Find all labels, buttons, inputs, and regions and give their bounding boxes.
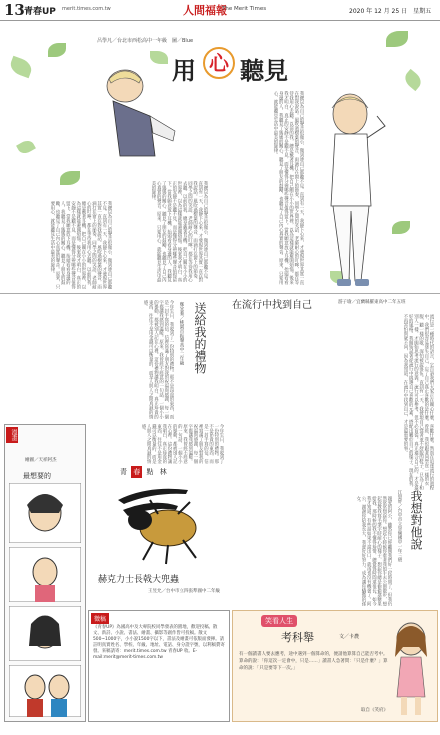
boy-standing-illustration (305, 86, 400, 291)
essay-4-byline-text: 江思妤／台中市立崇倫國中一年三班 (397, 490, 402, 562)
comic-panel-2 (9, 547, 81, 602)
girl-illustration (389, 617, 433, 717)
insect-byline: 王昱允／台中市立四張犁國中二年級 (148, 589, 220, 594)
website-url[interactable]: merit.times.com.tw (62, 6, 111, 12)
feature-3-title-text: 送給我的禮物 (193, 302, 207, 374)
comic-tag: 漫畫 (6, 427, 18, 443)
feature-3-title (192, 302, 209, 374)
newspaper-logo: 人間福報 (183, 4, 227, 17)
heart-icon (203, 47, 235, 79)
leaf-icon (60, 171, 80, 185)
feature-1-byline: 呂學凡／台北市西松高中一年級 圖／Blue (97, 38, 194, 44)
insect-tag: 點 (146, 468, 154, 476)
comic-panel-4 (9, 665, 81, 717)
issue-date: 2020 年 12 月 25 日 星期五 (349, 8, 432, 15)
feature-1-body-left: 我總以為自己的聲音很微小，微到連自己都聽不見。直到有一天，我靜下心來，才發現世界其實一直在對我說話。風吹過樹葉的聲音，雨滴打在窗上的節奏，同學之間的笑語，老師耐心的叮嚀，都在等待我用心去聽。以前的我，總是戴著耳機，把自己關在小小的世界裡，以為這樣就能避開煩惱。後來我才明白，真正的安靜不是聽不見，而是懂得分辨哪些聲音值得留下。當我願意放下耳機，抬頭看看身邊的人，我聽見了媽媽的關心，聽見了朋友的鼓勵，也聽見了自己內心真實的聲音。原來，只要用心，就能聽見生活中最美的旋律。 (49, 201, 112, 289)
humor-author: 文／卡農 (339, 634, 360, 640)
insect-tag: 青 (120, 468, 127, 476)
feature-2-byline: 游子瑜／宜蘭縣羅東高中二年五班 (338, 300, 406, 305)
comic-author: 繪圖／天祥阿杰 (25, 458, 57, 463)
comic-panel-1 (9, 483, 81, 543)
insect-tags (118, 466, 169, 478)
humor-source: 取自《笑府》 (361, 708, 388, 713)
leaf-icon (402, 69, 425, 91)
feature-1-body: 我總以為自己的聲音很微小，微到連自己都聽不見。直到有一天，我靜下心來，才發現世界其實一直在對我說話。風吹過樹葉的聲音，雨滴打在窗上的節奏，同學之間的笑語，老師耐心的叮嚀，都在等待我用心去聽。以前的我，總是戴著耳機，把自己關在小小的世界裡，以為這樣就能避開煩惱。後來我才明白，真正的安靜不是聽不見，而是懂得分辨哪些聲音值得留下。當我願意放下耳機，抬頭看看身邊的人，我聽見了媽媽的關心，聽見了朋友的鼓勵，也聽見了自己內心真實的聲音。原來，只要用心，就能聽見生活中最美的旋律。 (272, 91, 304, 285)
divider (0, 293, 440, 294)
insect-feature (88, 466, 228, 606)
feature-2-title: 在流行中找到自己 (232, 300, 312, 311)
leaf-icon (48, 43, 66, 57)
feature-1-body-cont: 我總以為自己的聲音很微小，微到連自己都聽不見。直到有一天，我靜下心來，才發現世界其實一直在對我說話。風吹過樹葉的聲音，雨滴打在窗上的節奏，同學之間的笑語，老師耐心的叮嚀，都在等待我用心去聽。以前的我，總是戴著耳機，把自己關在小小的世界裡，以為這樣就能避開煩惱。後來我才明白，真正的安靜不是聽不見，而是懂得分辨哪些聲音值得留下。當我願意放下耳機，抬頭看看身邊的人，我聽見了媽媽的關心，聽見了朋友的鼓勵，也聽見了自己內心真實的聲音。原來，只要用心，就能聽見生活中最美的旋律。 (150, 181, 208, 283)
comic-panel-3 (9, 606, 81, 661)
feature-1 (0, 21, 440, 293)
comic-strip (4, 424, 86, 722)
essay-4-body: 親愛的阿公，雖然你已經離開我們好一段時間了，但我仍然常常想起你。想起小時候你牽著我的手去公園散步，想起你教我寫毛筆字時耐心的樣子，想起你總是偷偷塞糖果給我。那時候的我不懂得珍惜，總覺得時間還很長。如今我才知道，有些話如果不說出口，就再也沒有機會了。阿公，謝謝你陪我長大，我會好好努力，成為讓你驕傲的孫女。 (355, 496, 392, 606)
leaf-icon (8, 56, 34, 79)
notice-title: 徵稿 (91, 613, 109, 624)
essay-4-title-text: 我想對他說 (409, 490, 423, 550)
insect-tag: 春 (133, 468, 141, 476)
feature-1-title-right: 聽見 (240, 56, 288, 85)
submission-notice (88, 610, 230, 722)
feature-3-body: 今年生日，我收到了一份特別的禮物。那不是昂貴的東西，而是一封手寫的信。信裡寫滿了朋友對我的祝福與感謝，每一個字都讓我感到溫暖。原來，我曾經不經意的一句話，一個小小的舉動，都被別人記在心裡。這份禮物讓我明白，真正珍貴的東西，往往不是用金錢可以衡量的，而是人與人之間真誠的情感。 (142, 300, 174, 419)
notice-body: 《青春UP》為國高中及大專院校同學發表的園地，歡迎投稿。散文、新詩、小說、書法、繪畫、攝影等創作皆可投稿。散文500~1000字，小小說1500字以下，書法及繪畫可依版面發揮。請註明真實姓名、學校、年級、地址、電話、身分證字號，以利稿費寄發。來稿請寄：merit.times.com.tw 青春UP 收。E-mail:merit@merit-times.com.tw (93, 625, 225, 660)
feature-2-body: 流行是一種時代的語言，它告訴我們大家正在關心什麼、喜歡什麼。然而在追逐流行的過程中，我們很容易迷失自己，忘了自己真正喜歡的是什麼。曾經，我也跟著同學買一樣的衣服、聽一樣的歌，深怕被說落伍。直到有一天，我發現自己穿著並不舒服的鞋子，只為了和別人一樣，才開始思考流行的意義。流行可以參考，但不必盲從。真正適合自己的，才是最好的風格。我開始試著從流行中挑選自己喜歡的元素，搭配出屬於自己的樣子。現在的我，不再害怕與眾不同，因為我知道，在流行中找到自己，才是最重要的事。 (402, 314, 434, 490)
feature-3-body-cont: 今年生日，我收到了一份特別的禮物。那不是昂貴的東西，而是一封手寫的信。信裡寫滿了朋友對我的祝福與感謝，每一個字都讓我感到溫暖。原來，我曾經不經意的一句話，一個小小的舉動，都被別人記在心裡。這份禮物讓我明白，真正珍貴的東西，往往不是用金錢可以衡量的，而是人與人之間真誠的情感。 (140, 424, 224, 464)
humor-box (232, 610, 438, 722)
feature-1-title-left: 用 (172, 56, 196, 85)
humor-section: 笑看人生 (261, 615, 297, 627)
insect-title: 赫克力士長戟大兜蟲 (98, 575, 180, 585)
essay-4-title (408, 490, 425, 550)
leaf-icon (16, 138, 36, 156)
humor-title: 考科舉 (281, 631, 314, 644)
comic-title: 最想要的 (23, 472, 51, 480)
humor-body: 有一個讀書人要去應考，途中遇到一個算命的，便請他算算自己能否考中。算命的說：「你這次一定會中，只是……」讀書人急著問：「只是什麼？」算命的說：「只是要等下一次。」 (239, 652, 388, 671)
essay-4-byline (396, 490, 402, 562)
section-name: 青春UP (24, 7, 56, 17)
insect-tag: 林 (159, 468, 167, 476)
page-number: 13 (4, 1, 25, 19)
leaf-icon (386, 31, 408, 47)
feature-1-title-heart: 心 (209, 51, 229, 75)
beetle-illustration (98, 480, 218, 570)
newspaper-logo-en: The Merit Times (222, 6, 267, 12)
feature-3-byline-text: 鄭宜蓁／桃園市振聲高中二年級 (179, 302, 184, 365)
feature-3-byline (178, 302, 184, 365)
